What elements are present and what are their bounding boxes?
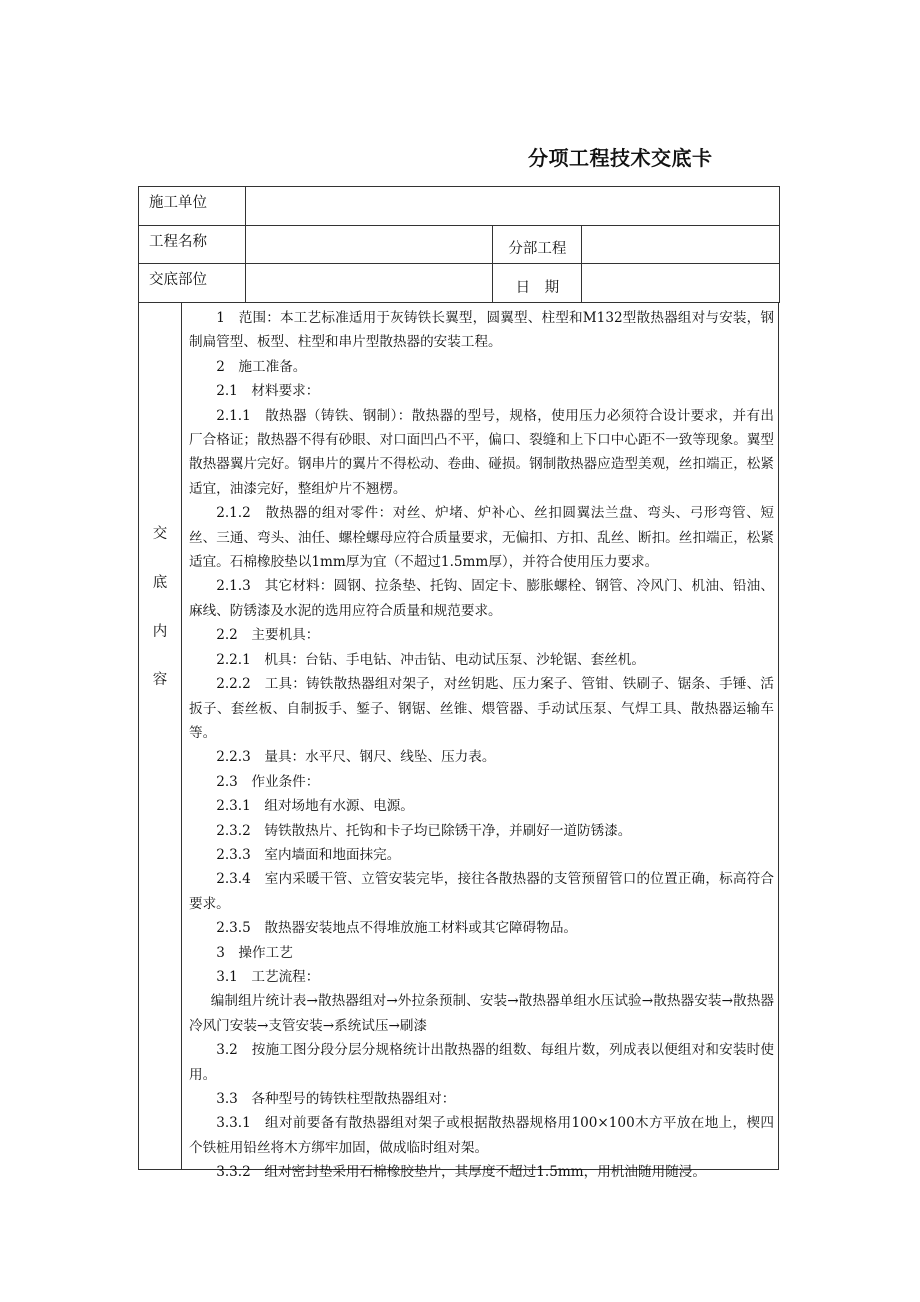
process-flow: 编制组片统计表→散热器组对→外拉条预制、安装→散热器单组水压试验→散热器安装→散热器冷风门安装→支管安装→系统试压→刷漆 [189, 993, 774, 1034]
paragraph: 2.2 主要机具： [216, 627, 320, 644]
project-name-field[interactable] [245, 226, 493, 264]
paragraph: 2.3.1 组对场地有水源、电源。 [216, 798, 414, 815]
side-label-char: 底 [152, 575, 168, 591]
paragraph: 2.1 材料要求： [216, 383, 320, 400]
construction-unit-field[interactable] [245, 187, 779, 226]
paragraph: 2.3.4 室内采暖干管、立管安装完毕，接往各散热器的支管预留管口的位置正确，标高符合要求。 [189, 871, 774, 912]
project-name-label: 工程名称 [139, 226, 246, 264]
side-label-char: 内 [152, 624, 168, 640]
handover-content-box [138, 302, 779, 1181]
paragraph: 2.1.1 散热器（铸铁、钢制）：散热器的型号，规格，使用压力必须符合设计要求，并有出厂合格证；散热器不得有砂眼、对口面凹凸不平，偏口、裂缝和上下口中心距不一致等现象。翼型散热器翼片完好。钢串片的翼片不得松动、卷曲、碰损。钢制散热器应造型美观，丝扣端正，松紧适宜，油漆完好，整组炉片不翘楞。 [189, 407, 774, 497]
paragraph: 3.3.1 组对前要备有散热器组对架子或根据散热器规格用100×100木方平放在地上，楔四个铁桩用铅丝将木方绑牢加固，做成临时组对架。 [189, 1115, 774, 1156]
paragraph: 2.3.2 铸铁散热片、托钩和卡子均已除锈干净，并刷好一道防锈漆。 [216, 822, 632, 839]
sub-project-field[interactable] [582, 226, 780, 264]
paragraph: 2 施工准备。 [216, 358, 307, 375]
sub-project-label: 分部工程 [493, 226, 582, 264]
paragraph: 1 范围：本工艺标准适用于灰铸铁长翼型，圆翼型、柱型和M132型散热器组对与安装，钢制扁管型、板型、柱型和串片型散热器的安装工程。 [189, 310, 774, 351]
paragraph: 2.2.3 量具：水平尺、钢尺、线坠、压力表。 [216, 749, 496, 766]
header-row-project-name [139, 226, 780, 264]
header-table [138, 186, 780, 303]
side-label-char: 容 [152, 672, 168, 688]
header-row-construction-unit [139, 187, 780, 226]
paragraph: 2.1.3 其它材料：圆钢、拉条垫、托钩、固定卡、膨胀螺栓、钢管、冷风门、机油、铅油、麻线、防锈漆及水泥的选用应符合质量和规范要求。 [189, 578, 774, 619]
paragraph: 3.3.2 组对密封垫采用石棉橡胶垫片，其厚度不超过1.5mm，用机油随用随浸。 [216, 1164, 706, 1181]
paragraph: 3.3 各种型号的铸铁柱型散热器组对： [216, 1091, 456, 1107]
paragraph: 3.1 工艺流程： [216, 968, 320, 985]
paragraph: 2.3 作业条件： [216, 773, 320, 790]
construction-unit-label: 施工单位 [139, 187, 246, 226]
handover-part-label: 交底部位 [139, 264, 246, 303]
date-label: 日 期 [493, 264, 582, 303]
paragraph: 2.1.2 散热器的组对零件：对丝、炉堵、炉补心、丝扣圆翼法兰盘、弯头、弓形弯管、短丝、三通、弯头、油任、螺栓螺母应符合质量要求，无偏扣、方扣、乱丝、断扣。丝扣端正，松紧适宜。石棉橡胶垫以1mm厚为宜（不超过1.5mm厚），并符合使用压力要求。 [189, 505, 774, 571]
paragraph: 2.3.5 散热器安装地点不得堆放施工材料或其它障碍物品。 [216, 920, 578, 937]
paragraph: 2.3.3 室内墙面和地面抹完。 [216, 846, 401, 863]
document-title: 分项工程技术交底卡 [528, 146, 713, 170]
header-row-handover-part [139, 264, 780, 303]
side-label-char: 交 [152, 526, 168, 542]
handover-part-field[interactable] [245, 264, 493, 303]
paragraph: 2.2.2 工具：铸铁散热器组对架子，对丝钥匙、压力案子、管钳、铁刷子、锯条、手锤、活扳子、套丝板、自制扳手、錾子、钢锯、丝锥、煨管器、手动试压泵、气焊工具、散热器运输车等。 [189, 676, 774, 741]
date-field[interactable] [582, 264, 780, 303]
side-label-column [139, 302, 182, 1169]
paragraph: 3.2 按施工图分段分层分规格统计出散热器的组数、每组片数，列成表以便组对和安装时使用。 [189, 1042, 774, 1083]
paragraph: 3 操作工艺 [216, 944, 293, 961]
handover-content [189, 306, 774, 1185]
paragraph: 2.2.1 机具：台钻、手电钻、冲击钻、电动试压泵、沙轮锯、套丝机。 [216, 651, 645, 668]
